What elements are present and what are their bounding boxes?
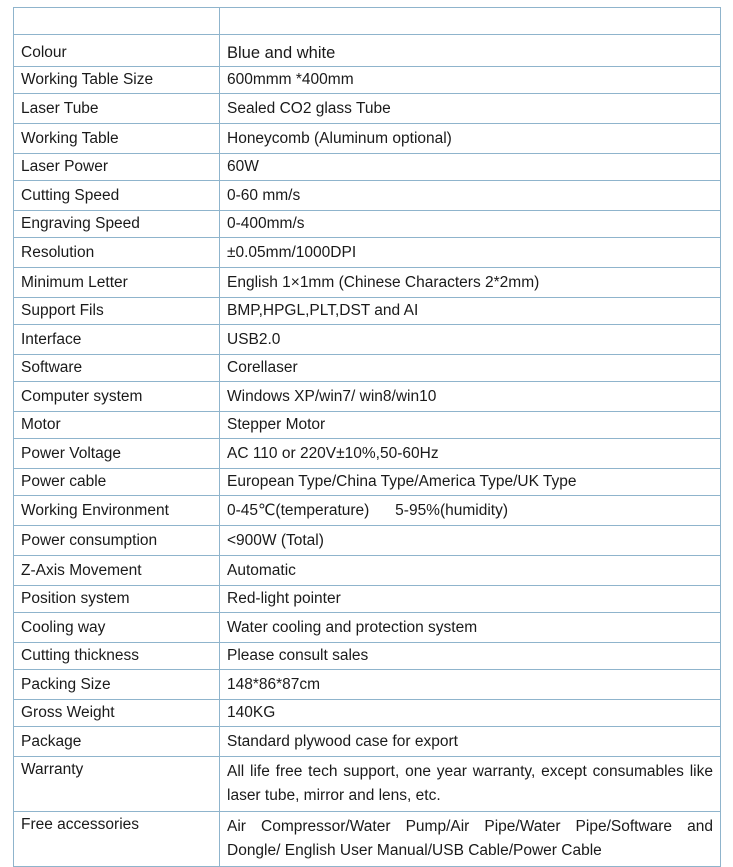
- spec-label: Free accessories: [14, 812, 220, 867]
- spec-label: Laser Tube: [14, 94, 220, 124]
- spec-value: ±0.05mm/1000DPI: [220, 238, 721, 268]
- spec-value: Water cooling and protection system: [220, 613, 721, 643]
- table-row: [14, 181, 721, 211]
- spec-label: Package: [14, 727, 220, 757]
- spec-value: 600mmm *400mm: [220, 67, 721, 94]
- spec-value: Automatic: [220, 556, 721, 586]
- spec-label: Position system: [14, 586, 220, 613]
- table-row: [14, 325, 721, 355]
- table-row: [14, 613, 721, 643]
- table-row: [14, 812, 721, 867]
- table-row: [14, 154, 721, 181]
- spec-label: Gross Weight: [14, 700, 220, 727]
- table-row: [14, 298, 721, 325]
- spec-label: Computer system: [14, 382, 220, 412]
- table-row: [14, 382, 721, 412]
- spec-label: Power consumption: [14, 526, 220, 556]
- spec-value: English 1×1mm (Chinese Characters 2*2mm): [220, 268, 721, 298]
- header-value-cell: [220, 8, 721, 35]
- spec-label: Engraving Speed: [14, 211, 220, 238]
- spec-value: Please consult sales: [220, 643, 721, 670]
- table-row: [14, 268, 721, 298]
- spec-value: 0-60 mm/s: [220, 181, 721, 211]
- table-row: [14, 469, 721, 496]
- spec-value: 0-400mm/s: [220, 211, 721, 238]
- table-header-row: [14, 8, 721, 35]
- spec-value: Sealed CO2 glass Tube: [220, 94, 721, 124]
- table-row: [14, 670, 721, 700]
- spec-label: Colour: [14, 35, 220, 67]
- spec-label: Support Fils: [14, 298, 220, 325]
- spec-value: Air Compressor/Water Pump/Air Pipe/Water Pipe/Software and Dongle/ English User Manual/USB Cable/Power Cable: [220, 812, 721, 867]
- spec-value: USB2.0: [220, 325, 721, 355]
- spec-table: [13, 7, 721, 867]
- spec-value: Standard plywood case for export: [220, 727, 721, 757]
- spec-value: Red-light pointer: [220, 586, 721, 613]
- spec-label: Working Table Size: [14, 67, 220, 94]
- spec-value: European Type/China Type/America Type/UK Type: [220, 469, 721, 496]
- spec-value: 0-45℃(temperature) 5-95%(humidity): [220, 496, 721, 526]
- spec-value: Stepper Motor: [220, 412, 721, 439]
- spec-value: Honeycomb (Aluminum optional): [220, 124, 721, 154]
- spec-value: All life free tech support, one year warranty, except consumables like laser tube, mirror and lens, etc.: [220, 757, 721, 812]
- spec-label: Power Voltage: [14, 439, 220, 469]
- spec-label: Minimum Letter: [14, 268, 220, 298]
- table-row: [14, 355, 721, 382]
- table-row: [14, 94, 721, 124]
- table-row: [14, 643, 721, 670]
- spec-value: Corellaser: [220, 355, 721, 382]
- spec-label: Working Environment: [14, 496, 220, 526]
- table-row: [14, 556, 721, 586]
- table-row: [14, 35, 721, 67]
- spec-value: 148*86*87cm: [220, 670, 721, 700]
- table-row: [14, 526, 721, 556]
- spec-label: Warranty: [14, 757, 220, 812]
- header-label-cell: [14, 8, 220, 35]
- spec-value: 60W: [220, 154, 721, 181]
- table-row: [14, 586, 721, 613]
- spec-value: Windows XP/win7/ win8/win10: [220, 382, 721, 412]
- spec-label: Laser Power: [14, 154, 220, 181]
- spec-label: Motor: [14, 412, 220, 439]
- spec-label: Power cable: [14, 469, 220, 496]
- spec-label: Interface: [14, 325, 220, 355]
- spec-label: Z-Axis Movement: [14, 556, 220, 586]
- spec-label: Packing Size: [14, 670, 220, 700]
- table-row: [14, 412, 721, 439]
- table-row: [14, 238, 721, 268]
- table-row: [14, 211, 721, 238]
- spec-value: Blue and white: [220, 35, 721, 67]
- spec-label: Cooling way: [14, 613, 220, 643]
- spec-value: <900W (Total): [220, 526, 721, 556]
- spec-label: Cutting Speed: [14, 181, 220, 211]
- table-row: [14, 727, 721, 757]
- spec-label: Resolution: [14, 238, 220, 268]
- spec-value: AC 110 or 220V±10%,50-60Hz: [220, 439, 721, 469]
- table-row: [14, 124, 721, 154]
- spec-value: 140KG: [220, 700, 721, 727]
- spec-value: BMP,HPGL,PLT,DST and AI: [220, 298, 721, 325]
- table-row: [14, 439, 721, 469]
- table-row: [14, 496, 721, 526]
- spec-label: Working Table: [14, 124, 220, 154]
- table-row: [14, 67, 721, 94]
- table-row: [14, 700, 721, 727]
- spec-label: Software: [14, 355, 220, 382]
- table-row: [14, 757, 721, 812]
- spec-label: Cutting thickness: [14, 643, 220, 670]
